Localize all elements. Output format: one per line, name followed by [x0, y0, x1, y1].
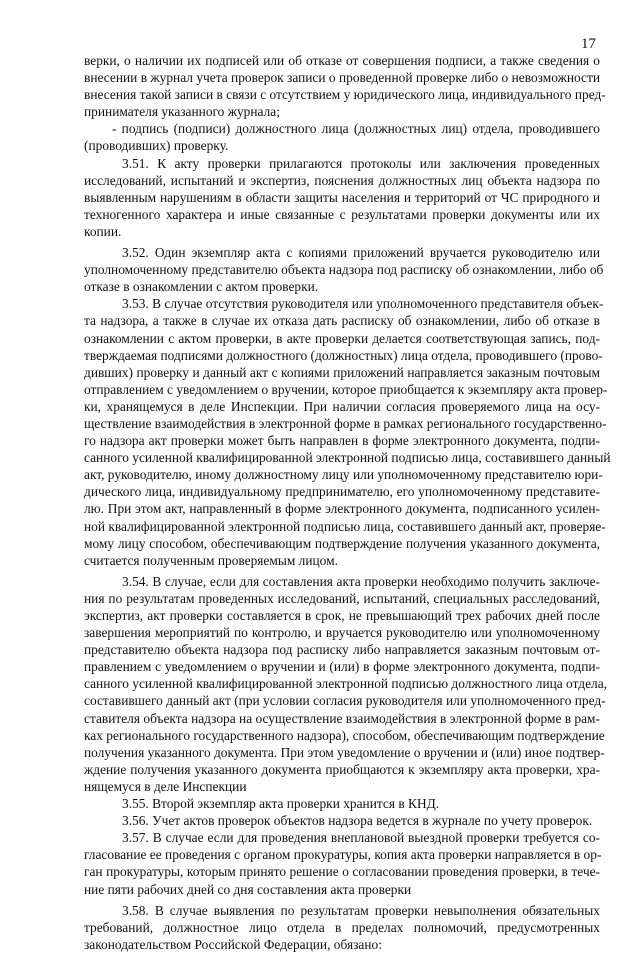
text-line: правлением с уведомлением о вручении и (или) в форме электронного документа, подпи-: [84, 659, 600, 675]
paragraph-3-51: [84, 155, 600, 240]
text-line: внесения такой записи в связи с отсутствием у юридического лица, индивидуального пред-: [84, 87, 606, 103]
text-line: ган прокуратуры, которым принято решение о согласовании проведения проверки, в тече-: [84, 864, 600, 880]
text-line: 3.55. Второй экземпляр акта проверки хранится в КНД.: [122, 796, 440, 812]
text-line: представителю объекта надзора под расписку либо направляется заказным почтовым от-: [84, 642, 600, 658]
text-line: дического лица, индивидуальному предпринимателю, его уполномоченному представите-: [84, 484, 600, 500]
text-line: принимателя указанного журнала;: [84, 104, 280, 120]
text-line: гласование ее проведения с органом прокуратуры, копия акта проверки направляется в ор-: [84, 847, 602, 863]
text-line: завершения мероприятий по контролю, и вручается руководителю или уполномоченному: [84, 625, 600, 641]
text-line: та надзора, а также в случае их отказа дать расписку об ознакомлении, либо об отказе в: [84, 313, 600, 329]
text-line: (проводивших) проверку.: [84, 138, 229, 154]
text-line: - подпись (подписи) должностного лица (должностных лиц) отдела, проводившего: [112, 121, 600, 137]
text-line: ставителя объекта надзора на осуществление взаимодействия в электронной форме в рам-: [84, 710, 600, 726]
text-line: ние пяти рабочих дней со дня составления акта проверки: [84, 881, 412, 897]
paragraph-3-56: [84, 812, 600, 829]
paragraph-3-52: [84, 244, 604, 295]
text-line: мому лицу способом, обеспечивающим подтверждение получения указанного документа,: [84, 535, 600, 551]
text-line: исследований, испытаний и экспертиз, пояснения должностных лиц объекта надзора по: [84, 172, 600, 188]
text-line: требований, должностное лицо отдела в пределах полномочий, предусмотренных: [84, 919, 600, 935]
paragraph-3-58: [84, 902, 600, 953]
text-line: отказе в ознакомлении с актом проверки.: [84, 279, 319, 295]
text-line: ознакомлении с актом проверки, в акте проверки делается соответствующая запись, под-: [84, 330, 600, 346]
text-line: экспертиз, акт проверки составляется в срок, не превышающий трех рабочих дней после: [84, 608, 600, 623]
text-line: 3.56. Учет актов проверок объектов надзора ведется в журнале по учету проверок.: [122, 813, 593, 829]
text-line: ждение получения указанного документа приобщаются к экземпляру акта проверки, хра-: [84, 761, 600, 777]
text-line: ки, хранящемуся в деле Инспекции. При наличии согласия проверяемого лица на осу-: [84, 398, 600, 414]
paragraph-3-57: [84, 829, 600, 897]
text-line: получения указанного документа. При этом уведомление о вручении и (или) иное подтвер-: [84, 744, 605, 760]
text-line: считается полученным проверяемым лицом.: [84, 552, 338, 568]
text-line: внесении в журнал учета проверок записи о проведенной проверке либо о невозможности: [84, 70, 600, 86]
text-line: 3.52. Один экземпляр акта с копиями приложений вручается руководителю или: [122, 245, 600, 261]
text-line: ществление взаимодействия в электронной форме в рамках регионального государственно-: [84, 415, 607, 431]
text-line: ной квалифицированной электронной подписью лица, составившего данный акт, проверяе-: [84, 518, 606, 534]
text-line: 3.51. К акту проверки прилагаются протоколы или заключения проведенных: [122, 155, 600, 171]
paragraph-3-54: [84, 573, 607, 795]
text-line: составившего данный акт (при условии согласия руководителя или уполномоченного пред-: [84, 693, 606, 709]
text-line: копии.: [84, 223, 122, 239]
text-line: нящемуся в деле Инспекции: [84, 778, 247, 794]
text-line: го надзора акт проверки может быть направлен в форме электронного документа, подпи-: [84, 433, 600, 449]
text-line: техногенного характера и иные связанные с результатами проверки документы или их: [84, 206, 600, 222]
paragraph-signature-item: [84, 120, 600, 154]
paragraph-3-55: [84, 795, 600, 812]
text-line: санного усиленной квалифицированной электронной подписью лица, составившего данный: [84, 450, 611, 466]
text-line: законодательством Российской Федерации, обязано:: [84, 936, 382, 952]
text-line: 3.58. В случае выявления по результатам проверки невыполнения обязательных: [122, 902, 600, 918]
text-line: лю. При этом акт, направленный в форме электронного документа, подписанного усилен-: [84, 501, 600, 517]
text-line: выявленным нарушениям в области защиты населения и территорий от ЧС природного и: [84, 189, 600, 205]
text-line: тверждаемая подписями должностного (должностных) лица отдела, проводившего (прово-: [84, 347, 603, 363]
text-line: верки, о наличии их подписей или об отказе от совершения подписи, а также сведения о: [84, 53, 600, 68]
text-line: ках регионального государственного надзора), способом, обеспечивающим подтверждение: [84, 727, 605, 743]
text-line: 3.54. В случае, если для составления акта проверки необходимо получить заключе-: [122, 573, 600, 589]
page-number: 17: [581, 36, 596, 52]
text-line: уполномоченному представителю объекта надзора под расписку об ознакомлении, либо об: [84, 262, 604, 278]
text-line: отправлением с уведомлением о вручении, которое приобщается к экземпляру акта провер-: [84, 381, 608, 397]
document-body: [84, 52, 611, 953]
paragraph-continuation: [84, 52, 606, 120]
text-line: дивших) проверку и данный акт с копиями приложений направляется заказным почтовым: [84, 364, 600, 380]
text-line: ния по результатам проведенных исследований, испытаний, специальных расследований,: [84, 590, 600, 606]
text-line: 3.53. В случае отсутствия руководителя или уполномоченного представителя объек-: [122, 296, 604, 312]
text-line: санного усиленной квалифицированной электронной подписью должностного лица отдела,: [84, 676, 607, 692]
text-line: акт, руководителю, иному должностному лицу или уполномоченному представителю юри-: [84, 467, 603, 483]
paragraph-3-53: [84, 295, 611, 569]
text-line: 3.57. В случае если для проведения внеплановой выездной проверки требуется со-: [122, 830, 600, 846]
